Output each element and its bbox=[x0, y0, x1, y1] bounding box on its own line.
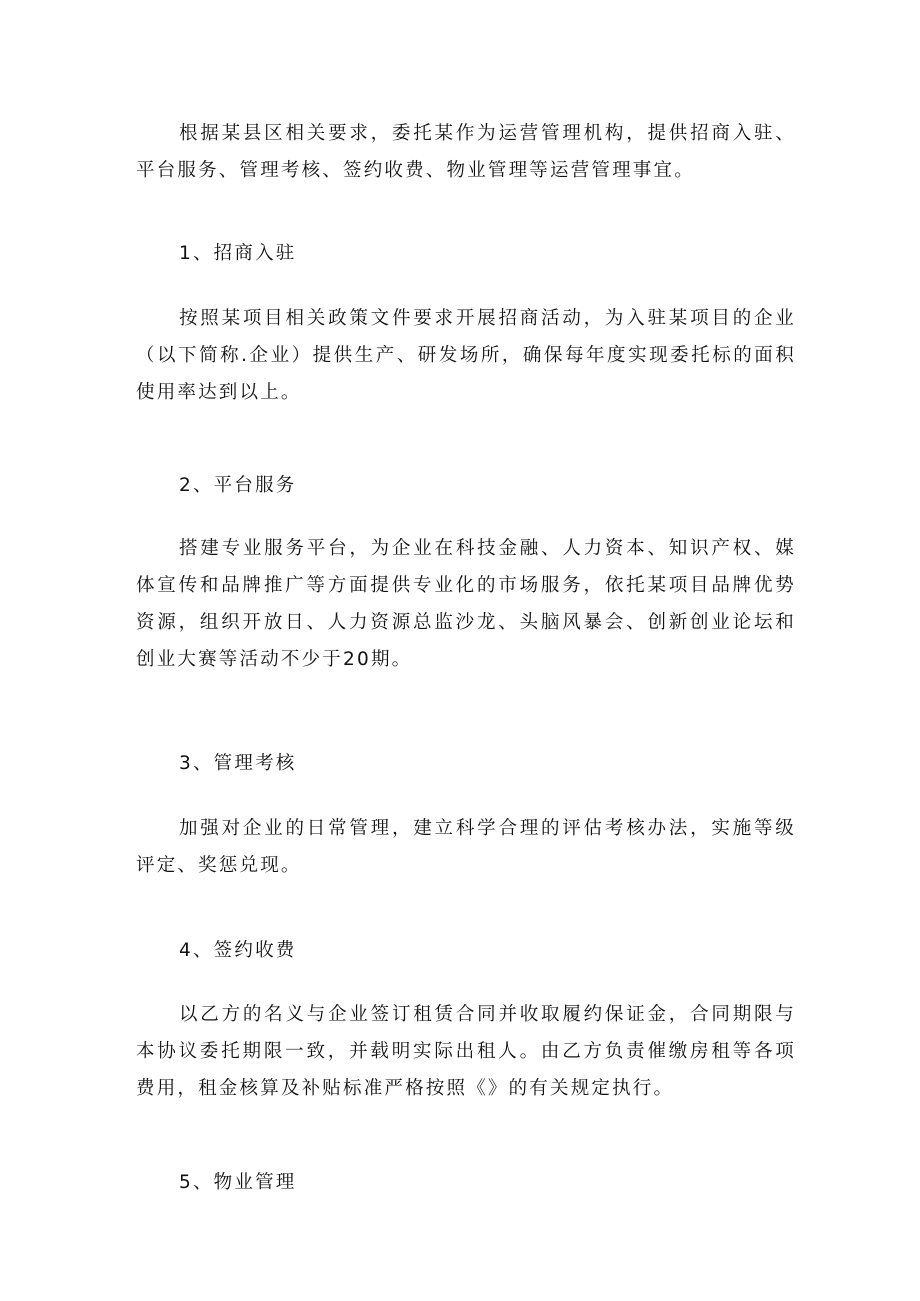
section-2-heading: 2、平台服务 bbox=[179, 475, 297, 496]
section-1-body: 按照某项目相关政策文件要求开展招商活动，为入驻某项目的企业（以下简称.企业）提供生产、研发场所，确保每年度实现委托标的面积使用率达到以上。 bbox=[136, 308, 796, 403]
section-3-heading: 3、管理考核 bbox=[179, 753, 297, 774]
section-1-heading: 1、招商入驻 bbox=[179, 243, 297, 264]
section-4-heading: 4、签约收费 bbox=[179, 940, 297, 961]
section-4-body: 以乙方的名义与企业签订租赁合同并收取履约保证金，合同期限与本协议委托期限一致，并载明实际出租人。由乙方负责催缴房租等各项费用，租金核算及补贴标准严格按照《》的有关规定执行。 bbox=[136, 1004, 796, 1099]
intro-paragraph: 根据某县区相关要求，委托某作为运营管理机构，提供招商入驻、平台服务、管理考核、签约收费、物业管理等运营管理事宜。 bbox=[136, 123, 796, 181]
section-3-body: 加强对企业的日常管理，建立科学合理的评估考核办法，实施等级评定、奖惩兑现。 bbox=[136, 818, 796, 876]
section-5-heading: 5、物业管理 bbox=[179, 1172, 297, 1193]
section-2-body: 搭建专业服务平台，为企业在科技金融、人力资本、知识产权、媒体宣传和品牌推广等方面提供专业化的市场服务，依托某项目品牌优势资源，组织开放日、人力资源总监沙龙、头脑风暴会、创新创业论坛和创业大赛等活动不少于20期。 bbox=[136, 538, 796, 670]
